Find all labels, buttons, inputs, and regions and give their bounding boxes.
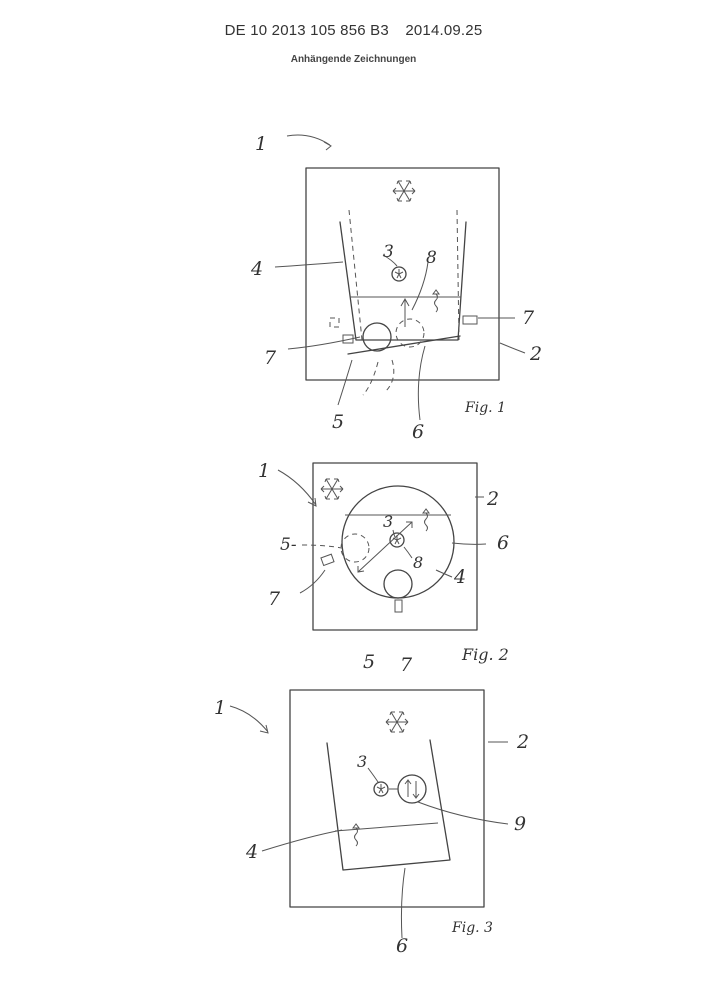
thermometer-icon: [423, 509, 429, 531]
leader-1: [287, 135, 331, 150]
ball: [363, 323, 391, 351]
leader-1: [230, 706, 268, 733]
label-9-fig3: 9: [514, 813, 527, 835]
snowflake-icon: [386, 712, 408, 732]
label-1-fig3: 1: [214, 697, 227, 719]
label-1-fig1: 1: [255, 133, 268, 155]
sensor-right: [463, 316, 477, 324]
vessel-dashed: [349, 210, 459, 340]
leader-1: [278, 470, 316, 506]
label-1-fig2: 1: [258, 460, 271, 482]
label-8-fig2: 8: [413, 553, 424, 572]
label-6-fig1: 6: [412, 421, 425, 443]
label-5-dashed-fig2: 5-: [280, 535, 297, 555]
ball-dashed: [341, 534, 369, 562]
caption-fig1: Fig. 1: [465, 400, 506, 416]
fan-icon: [392, 267, 406, 281]
figure-1: [275, 135, 525, 420]
figure-2: [278, 463, 486, 630]
publication-date: 2014.09.25: [405, 22, 483, 39]
label-7-right-fig1: 7: [522, 307, 535, 329]
label-7-bottom-fig2: 7: [400, 654, 413, 676]
thermometer-icon: [433, 290, 439, 312]
vessel-outline: [327, 740, 450, 870]
label-7-left-fig1: 7: [264, 347, 277, 369]
label-5-fig1: 5: [332, 411, 345, 433]
label-7-left-fig2: 7: [268, 588, 281, 610]
label-5-fig2: 5: [363, 651, 376, 673]
caption-fig2: Fig. 2: [462, 645, 509, 664]
label-4-fig3: 4: [246, 841, 259, 863]
arrow: [401, 299, 409, 327]
label-3-fig1: 3: [383, 242, 394, 262]
label-8-fig1: 8: [426, 248, 437, 268]
liquid-level: [335, 823, 438, 831]
thermometer-icon: [353, 824, 359, 846]
sensor-left: [321, 554, 334, 565]
label-4-fig2: 4: [454, 566, 467, 588]
label-6-fig3: 6: [396, 935, 409, 957]
label-4-fig1: 4: [251, 258, 264, 280]
label-3-fig3: 3: [357, 752, 368, 771]
label-6-fig2: 6: [497, 532, 510, 554]
snowflake-icon: [393, 181, 415, 201]
section-title: Anhängende Zeichnungen: [290, 54, 417, 65]
caption-fig3: Fig. 3: [452, 920, 493, 936]
pump-icon: [398, 775, 426, 803]
publication-number: DE 10 2013 105 856 B3: [224, 22, 389, 39]
housing-frame: [306, 168, 499, 380]
label-2-fig3: 2: [517, 731, 530, 753]
ball: [384, 570, 412, 598]
label-3-fig2: 3: [383, 512, 394, 531]
ball-dashed: [396, 319, 424, 347]
label-2-fig2: 2: [487, 488, 500, 510]
sensor-dashed: [330, 318, 339, 327]
label-2-fig1: 2: [530, 343, 543, 365]
sensor-bottom: [395, 600, 402, 612]
vessel-outline: [340, 222, 466, 340]
figure-3: [230, 690, 508, 938]
fan-icon: [374, 782, 388, 796]
snowflake-icon: [321, 479, 343, 499]
